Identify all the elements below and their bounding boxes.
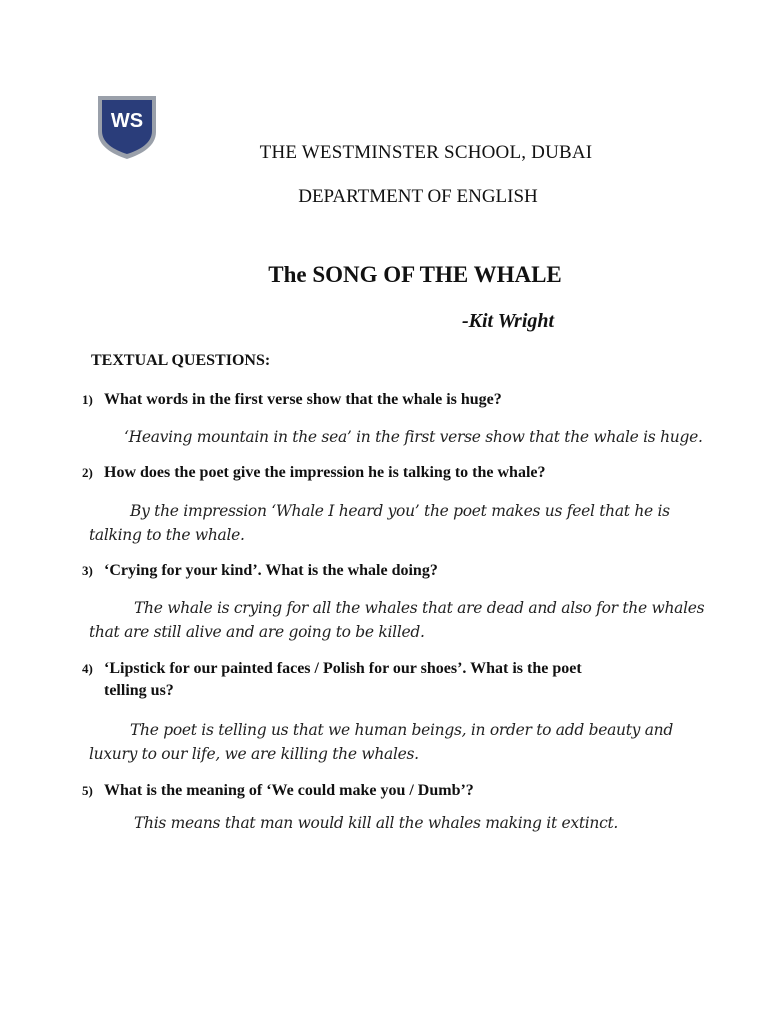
poem-title: The SONG OF THE WHALE bbox=[268, 262, 562, 287]
answer-1: ‘Heaving mountain in the sea’ in the first verse show that the whale is huge. bbox=[124, 428, 703, 446]
answer-4-line-2: luxury to our life, we are killing the whales. bbox=[89, 745, 419, 763]
question-number: 3) bbox=[82, 563, 93, 578]
question-2 bbox=[82, 462, 545, 484]
answer-4-line-1: The poet is telling us that we human beings, in order to add beauty and bbox=[130, 721, 673, 739]
question-text: ‘Crying for your kind’. What is the whale doing? bbox=[104, 562, 438, 579]
question-text-line-2: telling us? bbox=[104, 682, 174, 699]
question-text: How does the poet give the impression he is talking to the whale? bbox=[104, 464, 546, 481]
logo-text: WS bbox=[110, 110, 144, 132]
section-heading: TEXTUAL QUESTIONS: bbox=[91, 352, 271, 369]
question-text: What is the meaning of ‘We could make you / Dumb’? bbox=[104, 782, 474, 799]
question-3 bbox=[82, 560, 438, 582]
question-text-line-1: ‘Lipstick for our painted faces / Polish for our shoes’. What is the poet bbox=[104, 660, 582, 677]
question-number: 4) bbox=[82, 661, 93, 676]
question-text: What words in the first verse show that the whale is huge? bbox=[104, 391, 502, 408]
question-number: 2) bbox=[82, 465, 93, 480]
answer-3-line-2: that are still alive and are going to be killed. bbox=[89, 623, 425, 641]
question-number: 1) bbox=[82, 392, 93, 407]
department-name: DEPARTMENT OF ENGLISH bbox=[298, 186, 538, 207]
answer-2-line-1: By the impression ‘Whale I heard you’ the poet makes us feel that he is bbox=[130, 502, 670, 520]
answer-3-line-1: The whale is crying for all the whales that are dead and also for the whales bbox=[134, 599, 705, 617]
question-4 bbox=[82, 658, 582, 702]
answer-2-line-2: talking to the whale. bbox=[89, 526, 245, 544]
question-1 bbox=[82, 389, 502, 411]
poem-author: -Kit Wright bbox=[462, 310, 555, 332]
question-5 bbox=[82, 780, 474, 802]
question-number: 5) bbox=[82, 783, 93, 798]
answer-5: This means that man would kill all the whales making it extinct. bbox=[134, 814, 619, 832]
school-name: THE WESTMINSTER SCHOOL, DUBAI bbox=[259, 142, 593, 163]
